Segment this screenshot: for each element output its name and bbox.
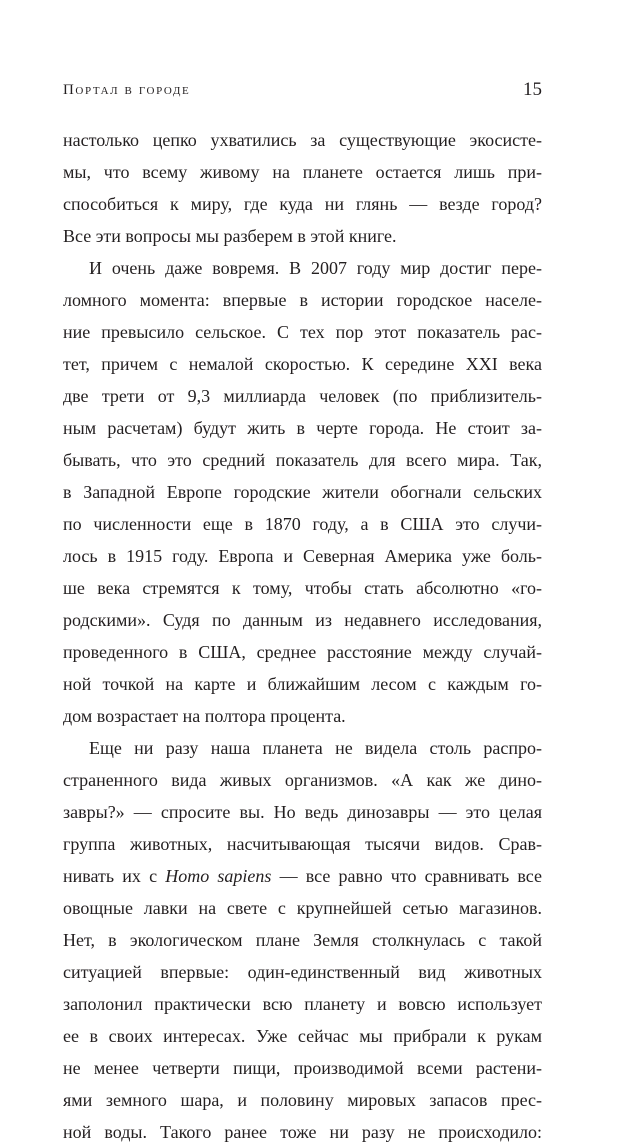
page-number: 15 <box>523 79 542 100</box>
text-line: бывать, что это средний показатель для всего мира. Так, <box>63 450 542 470</box>
text-line: Нет, в экологическом плане Земля столкнулась с такой <box>63 930 542 950</box>
text-line: ным расчетам) будут жить в черте города. Не стоит за- <box>63 418 542 438</box>
text-line: ше века стремятся к тому, чтобы стать абсолютно «го- <box>63 578 542 598</box>
text-fragment: нивать их с <box>63 866 166 886</box>
italic-term: Homo sapiens <box>165 866 272 886</box>
text-line: настолько цепко ухватились за существующие экосисте- <box>63 130 542 150</box>
text-line: ями земного шара, и половину мировых запасов прес- <box>63 1090 542 1110</box>
text-line: И очень даже вовремя. В 2007 году мир достиг пере- <box>89 258 542 278</box>
text-line: по численности еще в 1870 году, а в США это случи- <box>63 514 542 534</box>
text-line: способиться к миру, где куда ни глянь — везде город? <box>63 194 542 214</box>
text-line: ние превысило сельское. С тех пор этот показатель рас- <box>63 322 542 342</box>
text-line: овощные лавки на свете с крупнейшей сетью магазинов. <box>63 898 542 918</box>
text-line: ее в своих интересах. Уже сейчас мы прибрали к рукам <box>63 1026 542 1046</box>
text-line: лось в 1915 году. Европа и Северная Америка уже боль- <box>63 546 542 566</box>
text-line: мы, что всему живому на планете остается лишь при- <box>63 162 542 182</box>
text-line: Все эти вопросы мы разберем в этой книге. <box>63 226 397 246</box>
text-line: родскими». Судя по данным из недавнего исследования, <box>63 610 542 630</box>
text-line: проведенного в США, среднее расстояние между случай- <box>63 642 542 662</box>
text-fragment: — все равно что сравнивать все <box>271 866 542 886</box>
body-text <box>63 124 542 1148</box>
text-line: в Западной Европе городские жители обогнали сельских <box>63 482 542 502</box>
text-line: дом возрастает на полтора процента. <box>63 706 346 726</box>
text-line: ломного момента: впервые в истории городское населе- <box>63 290 542 310</box>
text-line: ной точкой на карте и ближайшим лесом с каждым го- <box>63 674 542 694</box>
text-line: ной воды. Такого ранее тоже ни разу не происходило: <box>63 1122 542 1142</box>
text-line: Еще ни разу наша планета не видела столь распро- <box>89 738 542 758</box>
text-line: две трети от 9,3 миллиарда человек (по приблизитель- <box>63 386 542 406</box>
text-line: завры?» — спросите вы. Но ведь динозавры — это целая <box>63 802 542 822</box>
running-head <box>63 78 542 102</box>
running-title: Портал в городе <box>63 82 191 98</box>
text-line: заполонил практически всю планету и вовсю использует <box>63 994 542 1014</box>
text-line: группа животных, насчитывающая тысячи видов. Срав- <box>63 834 542 854</box>
text-line <box>63 860 542 892</box>
text-line: страненного вида живых организмов. «А как же дино- <box>63 770 542 790</box>
text-line: тет, причем с немалой скоростью. К середине XXI века <box>63 354 542 374</box>
text-line: не менее четверти пищи, производимой всеми растени- <box>63 1058 542 1078</box>
text-line: ситуацией впервые: один-единственный вид животных <box>63 962 542 982</box>
